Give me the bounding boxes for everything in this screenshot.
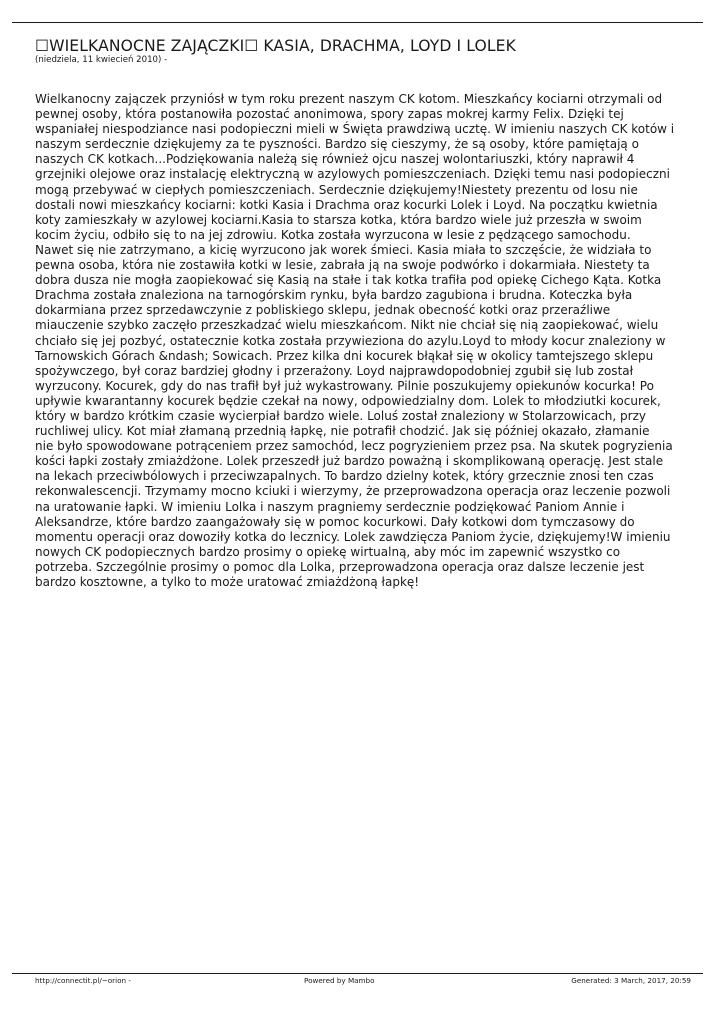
article-body-line: nowych CK podopiecznych bardzo prosimy o opiekę wirtualną, aby móc im zapewnić wszystko co (35, 544, 621, 559)
footer-divider (12, 973, 703, 974)
article-body-line: wyrzucony. Kocurek, gdy do nas trafił był już wykastrowany. Pilnie poszukujemy opiekunów kocurka! Po (35, 378, 654, 393)
article-body-line: na uratowanie łapki. W imieniu Lolka i naszym pragniemy serdecznie podziękować Paniom Annie i (35, 499, 625, 514)
article-body-line: grzejniki olejowe oraz instalację elektryczną w azylowych pomieszczeniach. Dzięki temu nasi podopieczni (35, 167, 670, 182)
article-body-line: pewna osoba, która nie zostawiła kotki w lesie, zabrała ją na swoje podwórko i dokarmiała. Niestety ta (35, 258, 650, 273)
article-body-line: rekonwalescencji. Trzymamy mocno kciuki i wierzymy, że przeprowadzona operacja oraz leczenie pozwoli (35, 484, 671, 499)
article-body-line: który w bardzo krótkim czasie wycierpiał bardzo wiele. Loluś został znaleziony w Stolarzowicach, przy (35, 408, 646, 423)
footer-url: http://connectit.pl/~orion - (35, 976, 131, 985)
article-body-line: kocim życiu, odbiło się to na jej zdrowiu. Kotka została wyrzucona w lesie z pędzącego samochodu. (35, 227, 631, 242)
article-date: (niedziela, 11 kwiecień 2010) - (35, 55, 168, 65)
article-body-line: naszych CK kotkach...Podziękowania należą się również ojcu naszej wolontariuszki, który naprawił 4 (35, 152, 635, 167)
article-body-line: chciało się jej pozbyć, ostatecznie kotka została przywieziona do azylu.Loyd to młody kocur znaleziony w (35, 333, 666, 348)
article-body-line: Tarnowskich Górach &ndash; Sowicach. Przez kilka dni kocurek błąkał się w okolicy tamtejszego sklepu (35, 348, 654, 363)
article-body-line: Aleksandrze, które bardzo zaangażowały się w pomoc kocurkowi. Dały kotkowi dom tymczasowy do (35, 514, 635, 529)
article-body (35, 92, 695, 590)
article-body-line: wspaniałej niespodziance nasi podopieczni mieli w Święta prawdziwą ucztę. W imieniu naszych CK kotów i (35, 122, 675, 137)
article-body-line: Drachma została znaleziona na tarnogórskim rynku, była bardzo zagubiona i brudna. Koteczka była (35, 288, 633, 303)
footer-powered-by: Powered by Mambo (304, 976, 375, 985)
article-body-line: ruchliwej ulicy. Kot miał złamaną przednią łapkę, nie potrafił chodzić. Jak się później okazało, złamanie (35, 424, 650, 439)
article-body-line: bardzo kosztowne, a tylko to może uratować zmiażdżoną łapkę! (35, 575, 420, 589)
article-body-line: dokarmiana przez sprzedawczynie z pobliskiego sklepu, jednak obecność kotki oraz przeraźliwe (35, 303, 611, 318)
article-body-line: momentu operacji oraz dowoziły kotka do lecznicy. Lolek zawdzięcza Paniom życie, dziękujemy!W imieniu (35, 529, 671, 544)
article-body-line: dobra dusza nie mogła zaopiekować się Kasią na stałe i tak kotka trafiła pod opiekę Cichego Kąta. Kotka (35, 273, 662, 288)
article-body-line: na lekach przeciwbólowych i przeciwzapalnych. To bardzo dzielny kotek, który grzecznie znosi ten czas (35, 469, 654, 484)
article-body-line: miauczenie szybko zaczęło przeszkadzać wielu mieszkańcom. Nikt nie chciał się nią zaopiekować, wielu (35, 318, 659, 333)
article-body-line: Wielkanocny zajączek przyniósł w tym roku prezent naszym CK kotom. Mieszkańcy kociarni otrzymali od (35, 92, 663, 106)
article-body-line: upływie kwarantanny kocurek będzie czekał na nowy, odpowiedzialny dom. Lolek to młodziutki kocurek, (35, 393, 661, 408)
article-body-line: pewnej osoby, która postanowiła pozostać anonimowa, spory zapas mokrej karmy Felix. Dzięki tej (35, 107, 624, 122)
article-body-line: nie było spowodowane potrąceniem przez samochód, lecz pogryzieniem przez psa. Na skutek pogryzienia (35, 439, 673, 454)
article-body-line: mogą przebywać w ciepłych pomieszczeniach. Serdecznie dziękujemy!Niestety prezentu od losu nie (35, 182, 638, 197)
article-body-line: potrzeba. Szczególnie prosimy o pomoc dla Lolka, przeprowadzona operacja oraz dalsze leczenie jest (35, 559, 645, 574)
article-title: ☐WIELKANOCNE ZAJĄCZKI☐ KASIA, DRACHMA, LOYD I LOLEK (35, 37, 516, 55)
article-body-line: kości łapki zostały zmiażdżone. Lolek przeszedł już bardzo poważną i skomplikowaną operację. Jest stale (35, 454, 664, 469)
footer-generated-date: Generated: 3 March, 2017, 20:59 (571, 976, 691, 985)
article-body-line: dostali nowi mieszkańcy kociarni: kotki Kasia i Drachma oraz kocurki Lolek i Loyd. Na początku kwietnia (35, 197, 658, 212)
header-divider (12, 22, 703, 23)
article-body-line: koty zamieszkały w azylowej kociarni.Kasia to starsza kotka, która bardzo wiele już przeszła w swoim (35, 212, 642, 227)
article-body-line: spożywczego, był coraz bardziej głodny i przerażony. Loyd najprawdopodobniej zgubił się lub został (35, 363, 634, 378)
article-body-line: Nawet się nie zatrzymano, a kicię wyrzucono jak worek śmieci. Kasia miała to szczęście, że widziała to (35, 242, 652, 257)
article-body-line: naszym serdecznie dziękujemy za te pyszności. Bardzo się cieszymy, że są osoby, które pamiętają o (35, 137, 639, 152)
